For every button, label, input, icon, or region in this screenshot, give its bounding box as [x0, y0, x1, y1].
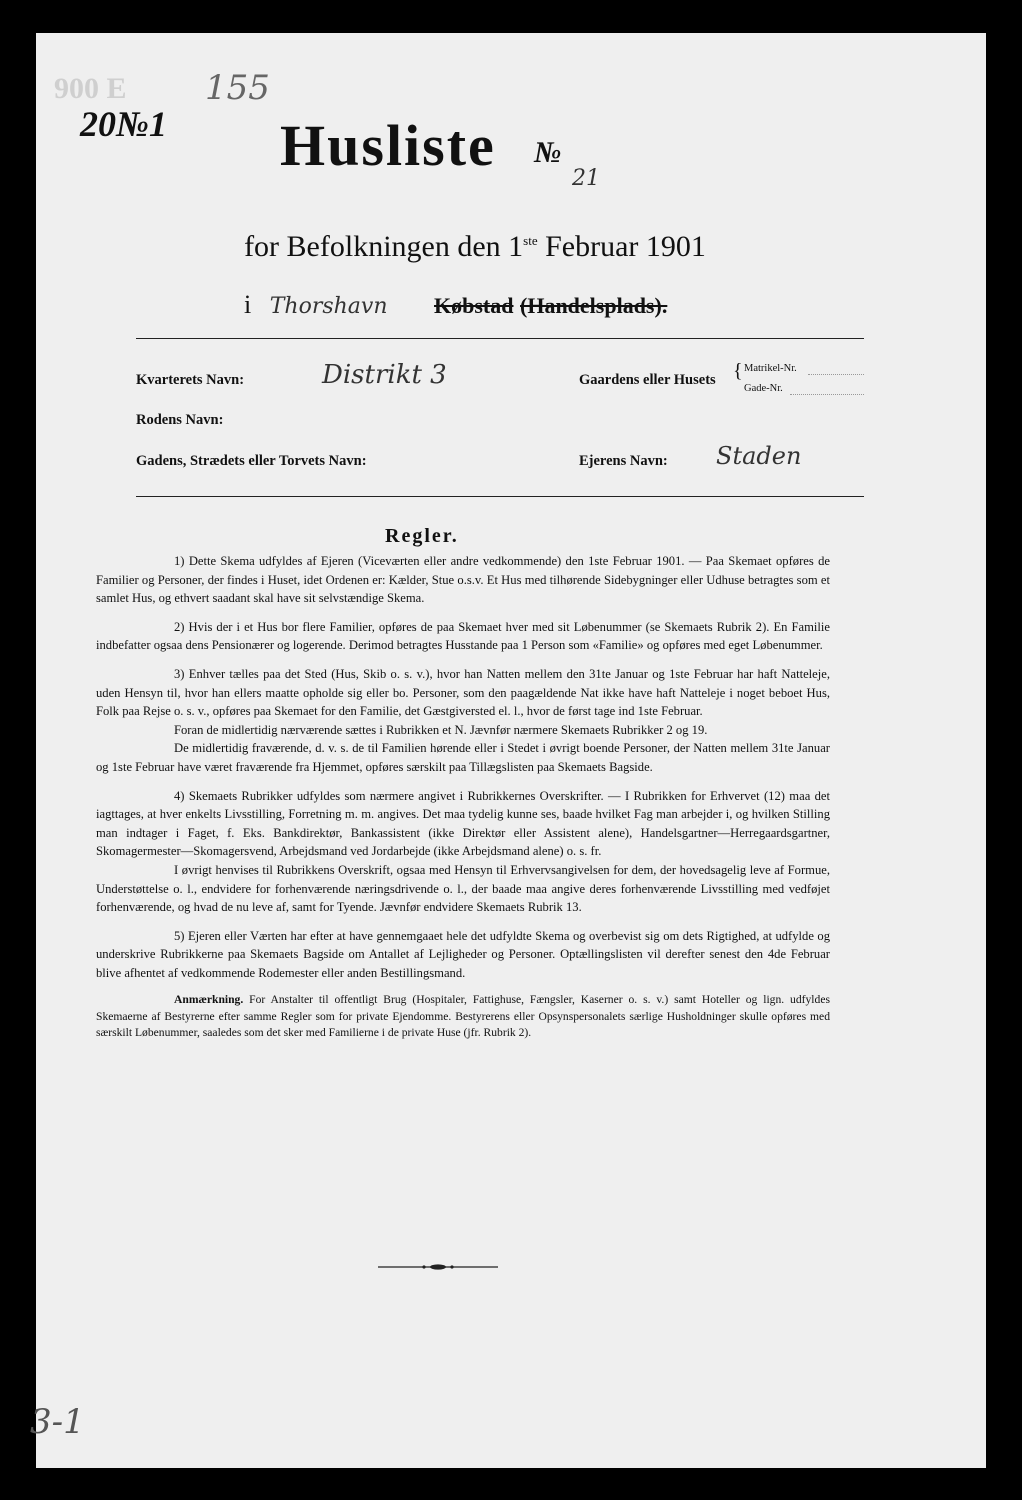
- handelsplads-struck: (Handelsplads).: [520, 293, 668, 318]
- stamp-number: 20№1: [80, 104, 167, 144]
- subtitle-post: Februar 1901: [537, 230, 706, 263]
- gade-nr-label: Gade-Nr.: [744, 383, 783, 394]
- ejer-label: Ejerens Navn:: [579, 453, 668, 469]
- matrikel-label: Matrikel-Nr.: [744, 363, 797, 374]
- ejer-value: Staden: [716, 442, 802, 470]
- rule-3c: De midlertidig fraværende, d. v. s. de til Familien hørende eller i Stedet i øvrigt boende Personer, der Natten mellem 31te Januar og 1ste Februar have været fraværende fra Hjemmet, opføres særskilt paa Tillægslisten paa Skemaets Bagside.: [96, 741, 830, 774]
- kobstad-struck: Købstad: [434, 293, 514, 318]
- pencil-mark: 155: [205, 68, 270, 108]
- brace: {: [733, 360, 743, 382]
- subtitle: [160, 230, 790, 264]
- rule-4b: I øvrigt henvises til Rubrikkens Overskrift, ogsaa med Hensyn til Erhvervsangivelsen for dem, der hovedsagelig leve af Formue, Understøttelse o. l., endvidere for forhenværende næringsdrivende o. l., der baade maa angive deres forhenværende Livsstilling med vedføjet forhenværende, og hvad de nu leve af, samt for Tyende. Jævnfør endvidere Skemaets Rubrik 13.: [96, 862, 830, 915]
- number-label: №: [534, 136, 562, 169]
- rule-3b: Foran de midlertidig nærværende sættes i Rubrikken et N. Jævnfør nærmere Skemaets Rubrikker 2 og 19.: [174, 722, 708, 737]
- location-line: [244, 290, 667, 320]
- subtitle-sup: ste: [523, 233, 538, 248]
- subtitle-pre: for Befolkningen den 1: [244, 230, 524, 263]
- kvarter-label: Kvarterets Navn:: [136, 372, 245, 388]
- rule-4: 4) Skemaets Rubrikker udfyldes som nærmere angivet i Rubrikkernes Overskrifter. — I Rubrikken for Erhvervet (12) maa det iagttages, at hver enkelts Livsstilling, Forretning m. m. angives. Det maa tydelig kunne ses, baade hvilket Fag man arbejder i, og hvilken Stilling man indtager i Faget, f. Eks. Bankdirektør, Bankassistent (ikke Direktør eller Assistent alene), Handelsgartner—Herregaardsgartner, Skomagermester—Skomagersvend, Arbejdsmand ved Jordarbejde (ikke Arbejdsmand alene) o. s. fr.: [96, 788, 830, 859]
- margin-note: 3-1: [30, 1402, 85, 1442]
- rule-1: 1) Dette Skema udfyldes af Ejeren (Viceværten eller andre vedkommende) den 1ste Februar 1901. — Paa Skemaet opføres de Familier og Personer, der findes i Huset, idet Ordenen er: Kælder, Stue o.s.v. Et Hus med tilhørende Sidebygninger eller Udhuse betragtes som et samlet Hus, og ethvert saadant skal have sit selvstændige Skema.: [96, 554, 830, 606]
- rule-3: 3) Enhver tælles paa det Sted (Hus, Skib o. s. v.), hvor han Natten mellem den 31te Januar og 1ste Februar har haft Natteleje, uden Hensyn til, hvor han ellers maatte opholde sig eller bo. Personer, som den paagældende Nat ikke have haft Natteleje i noget beboet Hus, Folk paa Rejse o. s. v., opføres paa Skemaet for den Familie, det Gæstgiversted el. l., hvor de først tage ind 1ste Februar.: [96, 666, 830, 719]
- gaard-label: Gaardens eller Husets: [579, 372, 716, 388]
- location-prefix: i: [244, 290, 252, 319]
- location-handwritten: Thorshavn: [269, 294, 388, 319]
- rule-2: 2) Hvis der i et Hus bor flere Familier, opføres de paa Skemaet hver med sit Løbenummer (se Skemaets Rubrik 2). En Familie indbefatter ogsaa dens Pensionærer og logerende. Derimod betragtes Husstande paa 1 Person som «Familie» og opføres med eget Løbenummer.: [96, 619, 830, 653]
- matrikel-field: [808, 374, 864, 375]
- gade-label: Gadens, Strædets eller Torvets Navn:: [136, 453, 367, 469]
- gade-nr-field: [790, 394, 864, 395]
- number-value: 21: [572, 166, 600, 191]
- rode-label: Rodens Navn:: [136, 412, 224, 428]
- faded-number: 900 E: [54, 72, 127, 105]
- top-divider: [136, 338, 864, 339]
- bottom-divider: [136, 496, 864, 497]
- rule-5: 5) Ejeren eller Værten har efter at have gennemgaaet hele det udfyldte Skema og overbevist sig om dets Rigtighed, at udfylde og underskrive Rubrikkerne paa Skemaets Bagside om Antallet af Lejligheder og Personer. Optællingslisten vil derefter senest den 4de Februar blive afhentet af vedkommende Rodemester eller anden Bestillingsmand.: [96, 928, 830, 980]
- kvarter-value: Distrikt 3: [322, 360, 447, 390]
- page-title: Husliste: [280, 113, 496, 178]
- rules-body: [96, 552, 830, 1052]
- annotation: [96, 992, 830, 1042]
- ornament-divider: [378, 1264, 498, 1270]
- annotation-label: Anmærkning.: [174, 993, 244, 1007]
- regler-heading: Regler.: [385, 525, 459, 547]
- annotation-text: For Anstalter til offentligt Brug (Hospitaler, Fattighuse, Fængsler, Kaserner o. s. v.) samt Hoteller og lign. udfyldes Skemaerne af Bestyrerne efter samme Regler som for private Ejendomme. Bestyrerens eller Opsynspersonalets særlige Husholdninger skulle opføres med særskilt Løbenummer, saaledes som det sker med Familierne i de private Huse (jfr. Rubrik 2).: [96, 993, 830, 1040]
